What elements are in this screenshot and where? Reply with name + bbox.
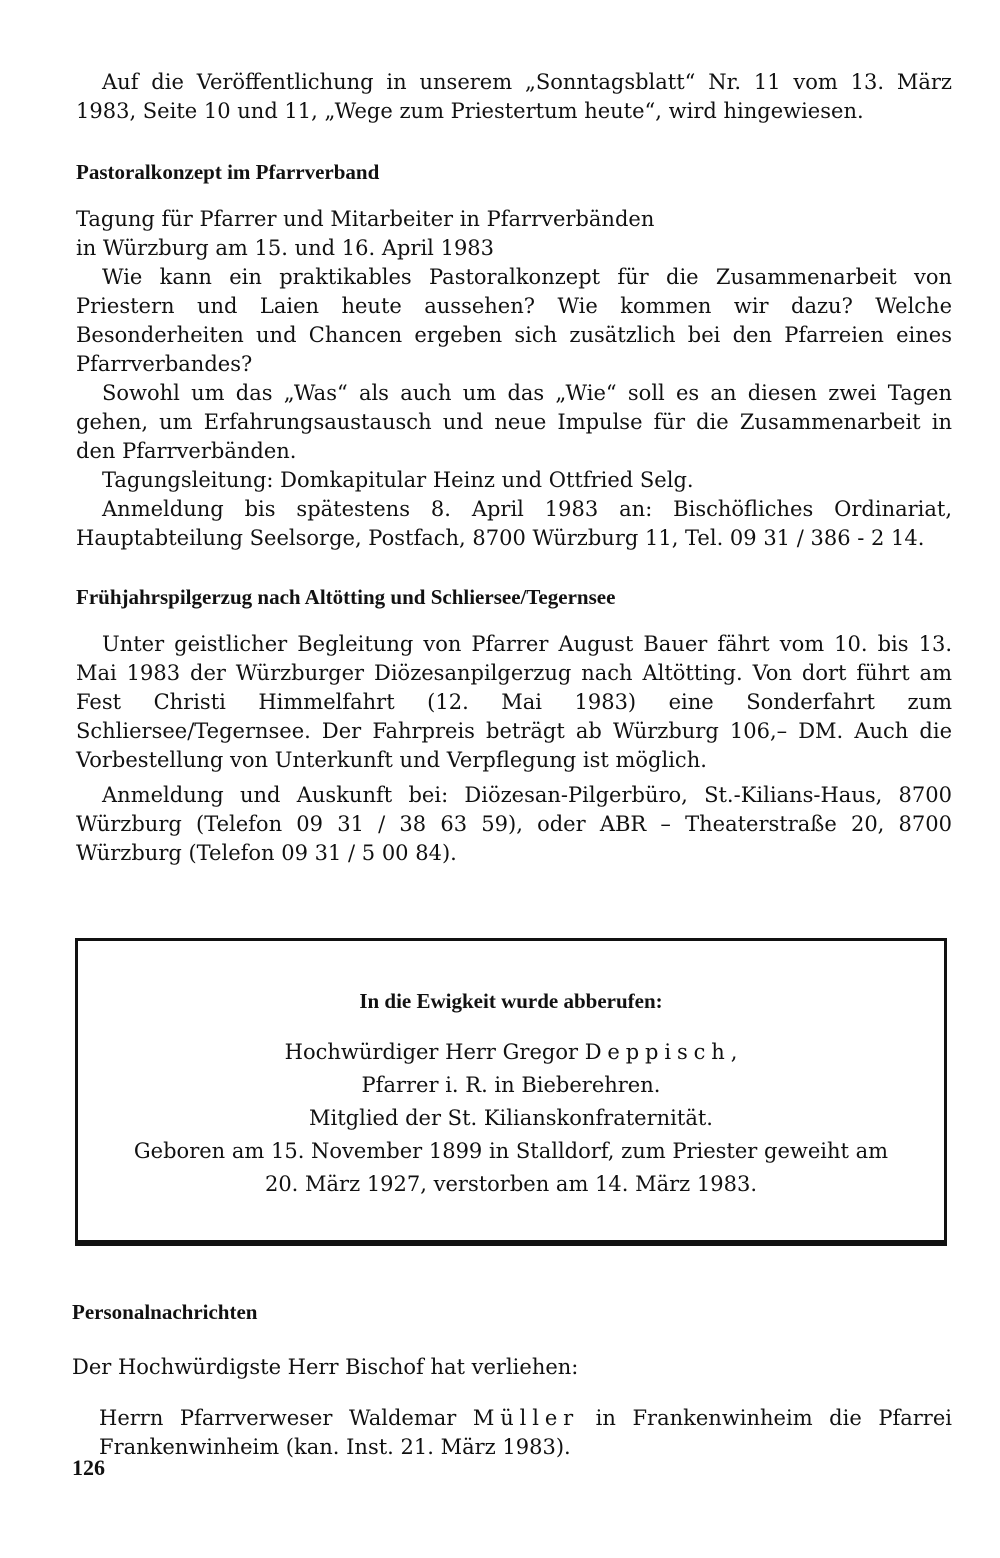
pastoral-subtitle-line2: in Würzburg am 15. und 16. April 1983 <box>76 236 495 260</box>
personnel-entry-name: Müller <box>472 1406 580 1430</box>
obituary-line-1-suffix: , <box>730 1040 738 1064</box>
pastoral-paragraph-4: Anmeldung bis spätestens 8. April 1983 an: Bischöfliches Ordinariat, Hauptabteilung Seelsorge, Postfach, 8700 Würzburg 11, Tel. 09 31 / 386 - 2 14. <box>76 497 952 550</box>
obituary-body <box>78 1036 944 1201</box>
obituary-title: In die Ewigkeit wurde abberufen: <box>359 989 663 1013</box>
page-content <box>76 68 952 868</box>
section-heading-pilgrimage: Frühjahrspilgerzug nach Altötting und Schliersee/Tegernsee <box>76 585 616 609</box>
personnel-entry <box>72 1404 952 1462</box>
pilgrimage-paragraph-2: Anmeldung und Auskunft bei: Diözesan-Pilgerbüro, St.-Kilians-Haus, 8700 Würzburg (Telefon 09 31 / 38 63 59), oder ABR – Theaterstraße 20, 8700 Würzburg (Telefon 09 31 / 5 00 84). <box>76 783 952 865</box>
pilgrimage-paragraph-1: Unter geistlicher Begleitung von Pfarrer August Bauer fährt vom 10. bis 13. Mai 1983 der Würzburger Diözesanpilgerzug nach Altötting. Von dort führt am Fest Christi Himmelfahrt (12. Mai 1983) eine Sonderfahrt zum Schliersee/Tegernsee. Der Fahrpreis beträgt ab Würzburg 106,– DM. Auch die Vorbestellung von Unterkunft und Verpflegung ist möglich. <box>76 632 952 772</box>
section-heading-pastoral: Pastoralkonzept im Pfarrverband <box>76 160 380 184</box>
section-heading-personnel: Personalnachrichten <box>72 1300 258 1324</box>
obituary-box <box>75 938 947 1246</box>
personnel-entry-prefix: Herrn Pfarrverweser Waldemar <box>99 1406 457 1430</box>
intro-paragraph: Auf die Veröffentlichung in unserem „Sonntagsblatt“ Nr. 11 vom 13. März 1983, Seite 10 und 11, „Wege zum Priestertum heute“, wird hingewiesen. <box>76 70 952 123</box>
personnel-section <box>72 1298 952 1462</box>
obituary-name: Deppisch <box>584 1040 731 1064</box>
obituary-line-1 <box>78 1036 944 1069</box>
obituary-line-4: Geboren am 15. November 1899 in Stalldorf, zum Priester geweiht am <box>133 1139 889 1163</box>
pastoral-paragraph-3: Tagungsleitung: Domkapitular Heinz und Ottfried Selg. <box>102 468 694 492</box>
obituary-line-5: 20. März 1927, verstorben am 14. März 1983. <box>264 1172 758 1196</box>
pastoral-paragraph-1: Wie kann ein praktikables Pastoralkonzept für die Zusammenarbeit von Priestern und Laien heute aussehen? Wie kommen wir dazu? Welche Besonderheiten und Chancen ergeben sich zusätzlich bei den Pfarreien eines Pfarrverbandes? <box>76 265 952 376</box>
obituary-line-3: Mitglied der St. Kilianskonfraternität. <box>309 1106 713 1130</box>
pastoral-paragraph-2: Sowohl um das „Was“ als auch um das „Wie“ soll es an diesen zwei Tagen gehen, um Erfahrungsaustausch und neue Impulse für die Zusammenarbeit in den Pfarrverbänden. <box>76 381 952 463</box>
personnel-intro: Der Hochwürdigste Herr Bischof hat verliehen: <box>72 1355 579 1379</box>
obituary-line-1-prefix: Hochwürdiger Herr Gregor <box>284 1040 579 1064</box>
page-number: 126 <box>72 1455 105 1480</box>
obituary-line-2: Pfarrer i. R. in Bieberehren. <box>361 1073 661 1097</box>
pastoral-subtitle-line1: Tagung für Pfarrer und Mitarbeiter in Pfarrverbänden <box>76 207 655 231</box>
personnel-entry-suffix: in Frankenwinheim die Pfarrei Frankenwinheim (kan. Inst. 21. März 1983). <box>99 1406 952 1459</box>
